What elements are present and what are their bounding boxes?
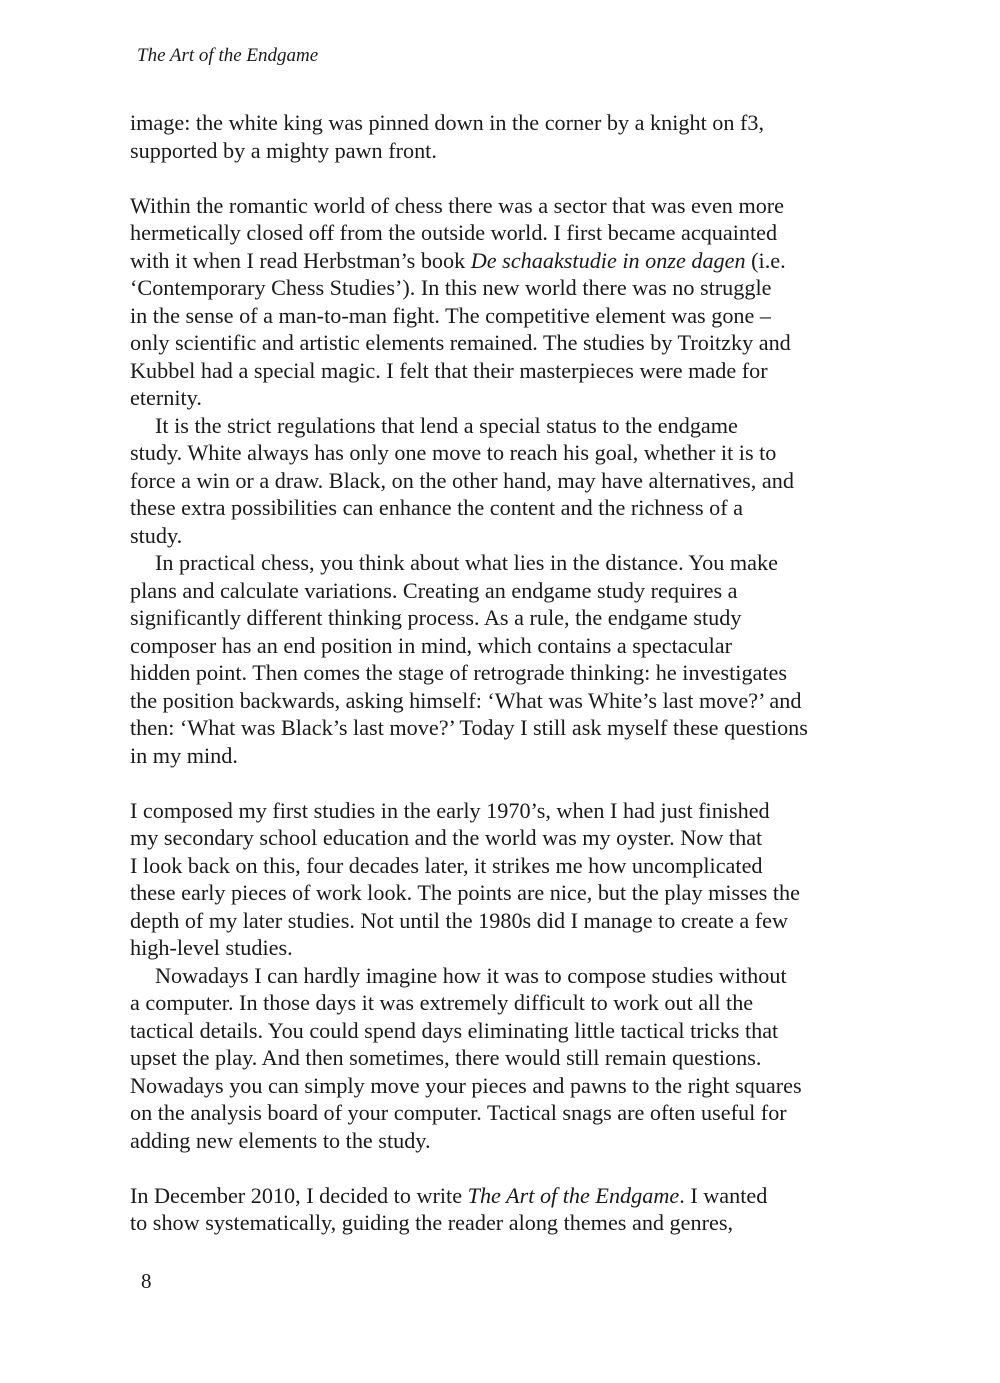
- text-line: these extra possibilities can enhance the content and the richness of a: [130, 495, 744, 520]
- text-line: Nowadays you can simply move your pieces and pawns to the right squares: [130, 1072, 802, 1098]
- text-line: I composed my first studies in the early 1970’s, when I had just finished: [130, 797, 770, 823]
- paragraph: [130, 549, 870, 769]
- text-run: (i.e.: [745, 247, 786, 273]
- text-line: study. White always has only one move to reach his goal, whether it is to: [130, 440, 777, 465]
- text-line: I look back on this, four decades later, it strikes me how uncomplicated: [130, 852, 763, 878]
- paragraph-gap: [130, 769, 870, 797]
- text-line: these early pieces of work look. The points are nice, but the play misses the: [130, 880, 800, 905]
- text-line: composer has an end position in mind, which contains a spectacular: [130, 632, 732, 658]
- text-line: Kubbel had a special magic. I felt that their masterpieces were made for: [130, 357, 768, 383]
- text-run: . I wanted: [679, 1182, 768, 1208]
- body-text: [130, 109, 870, 1237]
- text-line: Within the romantic world of chess there was a sector that was even more: [130, 192, 785, 218]
- text-line: eternity.: [130, 385, 202, 410]
- paragraph: [130, 109, 870, 164]
- paragraph: [130, 1182, 870, 1237]
- text-line: only scientific and artistic elements remained. The studies by Troitzky and: [130, 330, 791, 355]
- text-line: study.: [130, 522, 183, 548]
- text-line: high-level studies.: [130, 935, 293, 960]
- text-line: tactical details. You could spend days eliminating little tactical tricks that: [130, 1017, 779, 1043]
- paragraph: [130, 962, 870, 1155]
- paragraph: [130, 192, 870, 412]
- text-line: depth of my later studies. Not until the 1980s did I manage to create a few: [130, 907, 789, 933]
- text-line: [130, 1182, 870, 1210]
- text-line: [130, 247, 870, 275]
- paragraph-gap: [130, 164, 870, 192]
- text-line: then: ‘What was Black’s last move?’ Today I still ask myself these questions: [130, 715, 808, 740]
- book-title-italic: De schaakstudie in onze dagen: [470, 247, 746, 273]
- text-line: significantly different thinking process. As a rule, the endgame study: [130, 605, 742, 630]
- text-line: in my mind.: [130, 742, 238, 768]
- paragraph-gap: [130, 1154, 870, 1182]
- text-line: hidden point. Then comes the stage of retrograde thinking: he investigates: [130, 660, 788, 685]
- page-number: 8: [141, 1269, 152, 1293]
- text-line: hermetically closed off from the outside world. I first became acquainted: [130, 220, 778, 245]
- text-run: with it when I read Herbstman’s book: [130, 247, 471, 273]
- text-line: Nowadays I can hardly imagine how it was to compose studies without: [155, 962, 787, 988]
- text-line: in the sense of a man-to-man fight. The competitive element was gone –: [130, 302, 771, 328]
- text-line: to show systematically, guiding the reader along themes and genres,: [130, 1210, 734, 1235]
- text-line: on the analysis board of your computer. Tactical snags are often useful for: [130, 1100, 787, 1125]
- text-line: the position backwards, asking himself: ‘What was White’s last move?’ and: [130, 687, 802, 713]
- text-line: It is the strict regulations that lend a special status to the endgame: [155, 412, 738, 438]
- running-head: The Art of the Endgame: [137, 45, 319, 66]
- text-line: plans and calculate variations. Creating an endgame study requires a: [130, 577, 738, 603]
- text-line: image: the white king was pinned down in the corner by a knight on f3,: [130, 110, 765, 135]
- text-line: a computer. In those days it was extremely difficult to work out all the: [130, 990, 754, 1015]
- text-line: upset the play. And then sometimes, there would still remain questions.: [130, 1045, 762, 1070]
- text-line: my secondary school education and the world was my oyster. Now that: [130, 825, 763, 850]
- text-line: supported by a mighty pawn front.: [130, 137, 437, 163]
- book-title-italic: The Art of the Endgame: [467, 1182, 680, 1208]
- text-line: adding new elements to the study.: [130, 1127, 431, 1153]
- text-line: In practical chess, you think about what lies in the distance. You make: [155, 550, 778, 575]
- text-run: In December 2010, I decided to write: [130, 1182, 468, 1208]
- text-line: ‘Contemporary Chess Studies’). In this new world there was no struggle: [130, 275, 772, 300]
- text-line: force a win or a draw. Black, on the other hand, may have alternatives, and: [130, 467, 794, 493]
- paragraph: [130, 412, 870, 550]
- paragraph: [130, 797, 870, 962]
